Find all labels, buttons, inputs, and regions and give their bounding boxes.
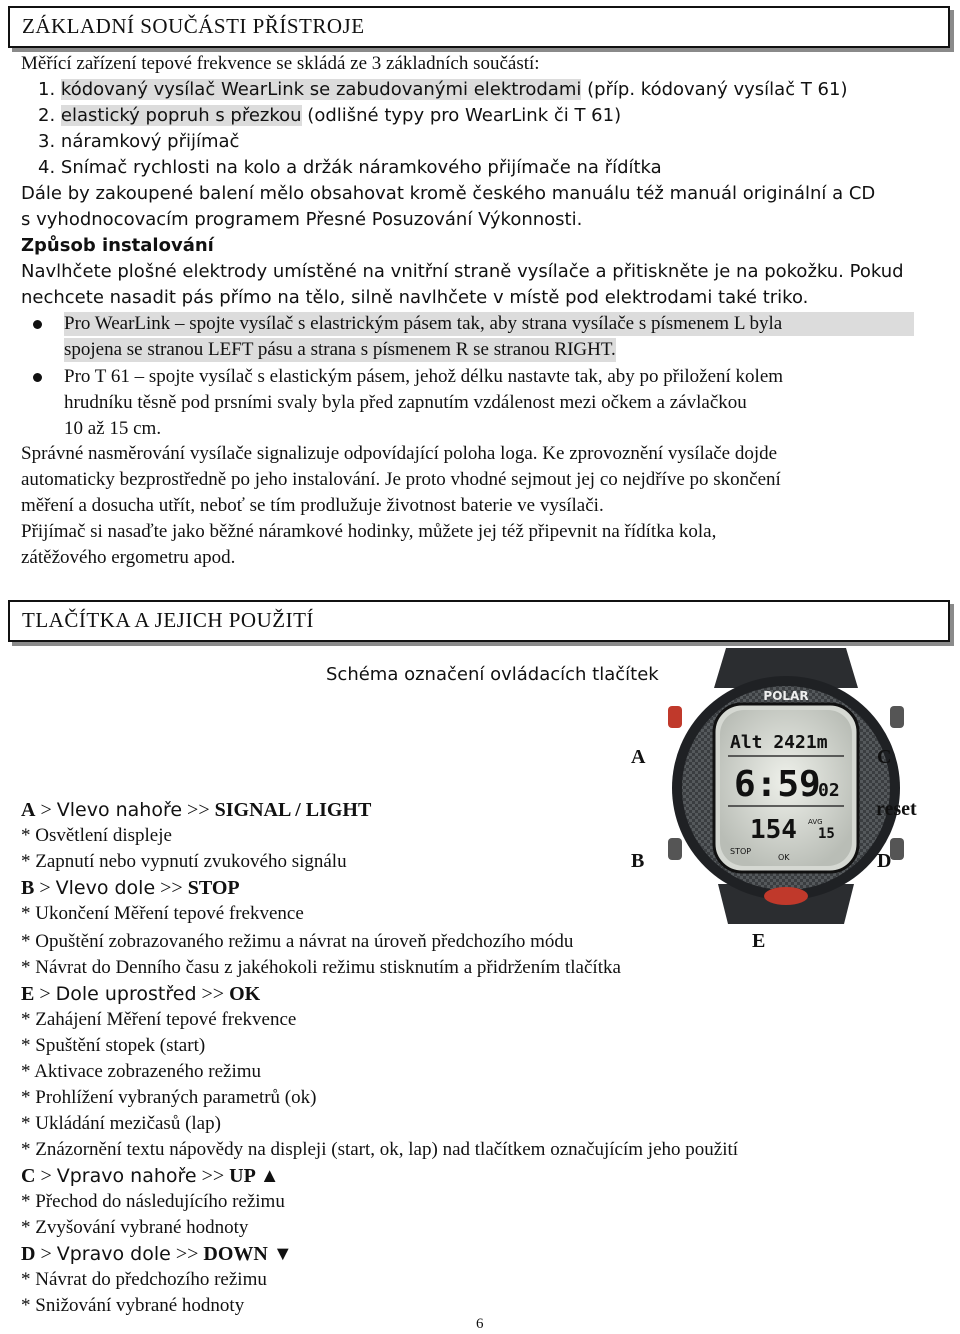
install-heading: Způsob instalování bbox=[21, 235, 214, 256]
button-d-heading: D > Vpravo dole >> DOWN ▼ bbox=[21, 1243, 293, 1265]
button-e-function: * Ukládání mezičasů (lap) bbox=[21, 1113, 221, 1134]
section-heading-basic-parts bbox=[8, 6, 950, 48]
lcd-avg-label: AVG bbox=[808, 818, 823, 826]
paragraph-line: měření a dosucha utřít, neboť se tím prodlužuje životnost baterie ve vysílači. bbox=[21, 495, 604, 516]
button-e-function: * Znázornění textu nápovědy na displeji (start, ok, lap) nad tlačítkem označujícím jeho použití bbox=[21, 1139, 739, 1160]
page-number: 6 bbox=[476, 1316, 484, 1332]
lcd-ok-label: OK bbox=[778, 853, 790, 862]
button-b bbox=[668, 838, 682, 860]
paragraph-line: automaticky bezprostředně po jeho instalování. Je proto vhodné sejmout jej co nejdříve po skončení bbox=[21, 469, 781, 490]
lcd-row-heart-small: 15 bbox=[818, 826, 835, 842]
button-e bbox=[764, 887, 808, 905]
button-b-function: * Opuštění zobrazovaného režimu a návrat na úroveň předchozího módu bbox=[21, 931, 574, 952]
schema-caption: Schéma označení ovládacích tlačítek bbox=[326, 664, 659, 685]
label-b: B bbox=[631, 850, 645, 872]
watch-image bbox=[668, 648, 904, 924]
lcd-row-heart: 154 bbox=[750, 815, 797, 845]
list-item: 3. náramkový přijímač bbox=[38, 131, 240, 152]
button-e-heading: E > Dole uprostřed >> OK bbox=[21, 983, 261, 1005]
paragraph-line: zátěžového ergometru apod. bbox=[21, 547, 236, 568]
list-item: 4. Snímač rychlosti na kolo a držák náramkového přijímače na řídítka bbox=[38, 157, 662, 178]
bullet-text: Pro WearLink – spojte vysílač s elastrickým pásem tak, aby strana vysílače s písmenem L byla bbox=[64, 312, 914, 336]
label-c: C bbox=[877, 746, 892, 768]
button-e-function: * Zahájení Měření tepové frekvence bbox=[21, 1009, 297, 1030]
list-item: 1. kódovaný vysílač WearLink se zabudovanými elektrodami (příp. kódovaný vysílač T 61) bbox=[38, 79, 848, 100]
button-d bbox=[890, 838, 904, 860]
button-e-function: * Spuštění stopek (start) bbox=[21, 1035, 206, 1056]
section-title: ZÁKLADNÍ SOUČÁSTI PŘÍSTROJE bbox=[22, 14, 365, 38]
section-heading-buttons bbox=[8, 600, 950, 642]
bullet-icon bbox=[33, 320, 42, 329]
button-b-heading: B > Vlevo dole >> STOP bbox=[21, 877, 240, 899]
button-a bbox=[668, 706, 682, 728]
install-text: nechcete nasadit pás přímo na tělo, silně navlhčete v místě pod elektrodami také triko. bbox=[21, 287, 809, 308]
watch-illustration bbox=[668, 648, 904, 924]
button-d-function: * Návrat do předchozího režimu bbox=[21, 1269, 267, 1290]
button-c-function: * Zvyšování vybrané hodnoty bbox=[21, 1217, 249, 1238]
button-d-function: * Snižování vybrané hodnoty bbox=[21, 1295, 245, 1316]
brand-text: POLAR bbox=[763, 689, 809, 703]
lcd-row-time: 6:59 bbox=[734, 764, 821, 805]
button-b-function: * Ukončení Měření tepové frekvence bbox=[21, 903, 304, 924]
list-item: 2. elastický popruh s přezkou (odlišné typy pro WearLink či T 61) bbox=[38, 105, 622, 126]
button-c-function: * Přechod do následujícího režimu bbox=[21, 1191, 285, 1212]
lcd-stop-label: STOP bbox=[730, 847, 752, 856]
paragraph-line: Správné nasměrování vysílače signalizuje odpovídající poloha loga. Ke zprovoznění vysílače dojde bbox=[21, 443, 778, 464]
intro-text: Měřící zařízení tepové frekvence se skládá ze 3 základních součástí: bbox=[21, 53, 540, 74]
button-c bbox=[890, 706, 904, 728]
label-a: A bbox=[631, 746, 646, 768]
bullet-text: hrudníku těsně pod prsními svaly byla před zapnutím vzdálenost mezi očkem a závlačkou bbox=[64, 392, 747, 413]
button-e-function: * Prohlížení vybraných parametrů (ok) bbox=[21, 1087, 317, 1108]
button-b-function: * Návrat do Denního času z jakéhokoli režimu stisknutím a přidržením tlačítka bbox=[21, 957, 621, 978]
lcd-row-altitude: Alt 2421m bbox=[730, 732, 828, 753]
lcd-row-time-seconds: 02 bbox=[818, 780, 840, 801]
package-note: s vyhodnocovacím programem Přesné Posuzování Výkonnosti. bbox=[21, 209, 583, 230]
button-a-heading: A > Vlevo nahoře >> SIGNAL / LIGHT bbox=[21, 799, 372, 821]
button-a-function: * Zapnutí nebo vypnutí zvukového signálu bbox=[21, 851, 347, 872]
bullet-icon bbox=[33, 373, 42, 382]
section-title: TLAČÍTKA A JEJICH POUŽITÍ bbox=[22, 608, 314, 632]
paragraph-line: Přijímač si nasaďte jako běžné náramkové hodinky, můžete jej též připevnit na řídítka kola, bbox=[21, 521, 717, 542]
label-d: D bbox=[877, 850, 892, 872]
button-c-heading: C > Vpravo nahoře >> UP ▲ bbox=[21, 1165, 280, 1187]
package-note: Dále by zakoupené balení mělo obsahovat kromě českého manuálu též manuál originální a CD bbox=[21, 183, 876, 204]
label-reset: reset bbox=[876, 798, 917, 820]
label-e: E bbox=[752, 930, 766, 952]
bullet-text: 10 až 15 cm. bbox=[64, 418, 162, 439]
bullet-text: Pro T 61 – spojte vysílač s elastickým pásem, jehož délku nastavte tak, aby po přiložení kolem bbox=[64, 366, 784, 387]
button-e-function: * Aktivace zobrazeného režimu bbox=[21, 1061, 262, 1082]
install-text: Navlhčete plošné elektrody umístěné na vnitřní straně vysílače a přitiskněte je na pokožku. Pokud bbox=[21, 261, 904, 282]
button-a-function: * Osvětlení displeje bbox=[21, 825, 172, 846]
bullet-text: spojena se stranou LEFT pásu a strana s písmenem R se stranou RIGHT. bbox=[64, 339, 616, 360]
